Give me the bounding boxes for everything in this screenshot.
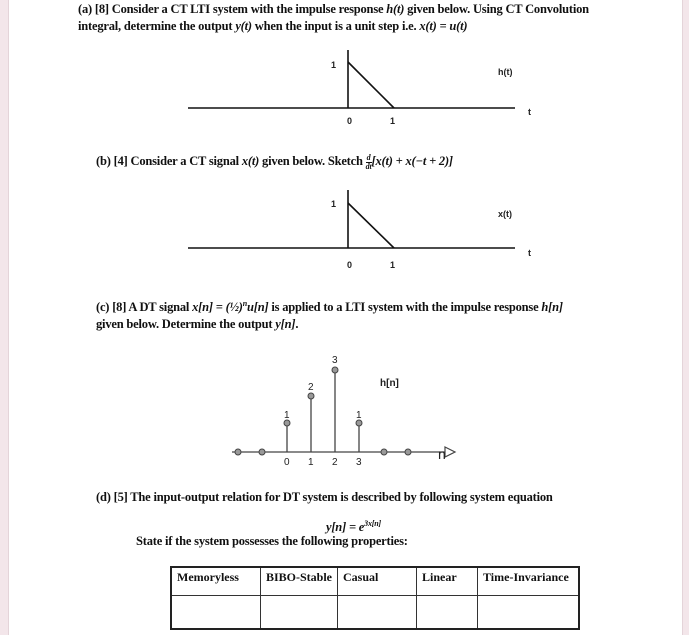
part-a-text: given below. Using CT Convolution (404, 2, 589, 16)
header-memoryless: Memoryless (171, 567, 261, 596)
derivative-expression: [x(t) + x(−t + 2)] (371, 154, 453, 168)
signal-label: h[n] (380, 378, 399, 389)
input-signal-expression: x[n] = (½) (192, 300, 243, 315)
part-d-line2: State if the system possesses the following properties: (136, 534, 408, 548)
part-b-line (96, 153, 453, 171)
header-casual: Casual (338, 567, 417, 596)
figure-h-of-t (188, 50, 531, 126)
input-equation: x(t) = u(t) (419, 19, 468, 33)
stem-value-label: 3 (332, 355, 338, 366)
output-symbol: y(t) (235, 19, 252, 33)
part-a-text: when the input is a unit step i.e. (251, 19, 420, 33)
signal-label: h(t) (498, 67, 513, 77)
x-tick-label: 2 (332, 457, 338, 468)
axis-label: n (438, 446, 446, 462)
part-d-line1: (d) [5] The input-output relation for DT system is described by following system equation (96, 490, 553, 504)
part-c-line2 (96, 316, 298, 332)
header-linear: Linear (417, 567, 478, 596)
answer-cell-memoryless[interactable] (171, 596, 261, 630)
table-header-row (171, 567, 579, 596)
output-symbol: y[n] (275, 317, 296, 331)
figure-x-of-t (188, 190, 531, 270)
part-a-text: integral, determine the output (78, 19, 236, 33)
stem-value-label: 1 (356, 410, 362, 421)
x-tick-label: 1 (390, 116, 396, 126)
x-tick-label: 0 (347, 260, 353, 270)
axis-label: t (528, 107, 531, 117)
x-tick-label: 0 (284, 457, 290, 468)
derivative-denominator: dt (365, 161, 372, 171)
answer-cell-linear[interactable] (417, 596, 478, 630)
part-c-text: given below. Determine the output (96, 317, 276, 331)
header-time-invariance: Time-Invariance (478, 567, 580, 596)
part-c-text: (c) [8] A DT signal (96, 300, 193, 315)
exponent: n (242, 299, 247, 308)
derivative-numerator: d (366, 152, 371, 162)
equation-exponent: 3x[n] (364, 519, 381, 528)
part-a-text: (a) [8] Consider a CT LTI system with the impulse response (78, 2, 387, 16)
signal-symbol: x(t) (241, 154, 260, 168)
unit-step-symbol: u[n] (246, 300, 269, 315)
arrow-head-icon (445, 447, 455, 457)
x-tick-label: 3 (356, 457, 362, 468)
table-answer-row (171, 596, 579, 630)
header-bibo-stable: BIBO-Stable (261, 567, 338, 596)
y-tick-label: 1 (331, 199, 337, 209)
impulse-response-symbol: h(t) (386, 2, 405, 16)
part-c-text: . (295, 317, 299, 331)
x-tick-label: 1 (390, 260, 396, 270)
part-b-text: (b) [4] Consider a CT signal (96, 154, 242, 168)
x-tick-label: 1 (308, 457, 314, 468)
equation-lhs: y[n] = e (326, 520, 365, 535)
answer-cell-time-invariance[interactable] (478, 596, 580, 630)
answer-cell-casual[interactable] (338, 596, 417, 630)
impulse-response-symbol: h[n] (541, 300, 563, 315)
part-b-text: given below. Sketch (259, 154, 366, 168)
x-tick-label: 0 (347, 116, 353, 126)
stem-value-label: 2 (308, 382, 314, 393)
y-tick-label: 1 (331, 60, 337, 70)
part-c-line1 (96, 296, 563, 315)
properties-table (170, 566, 580, 630)
figure-h-of-n (232, 355, 455, 468)
part-c-text: is applied to a LTI system with the impulse response (268, 300, 542, 315)
axis-label: t (528, 248, 531, 258)
signal-label: x(t) (498, 209, 512, 219)
answer-cell-bibo-stable[interactable] (261, 596, 338, 630)
stem-value-label: 1 (284, 410, 290, 421)
